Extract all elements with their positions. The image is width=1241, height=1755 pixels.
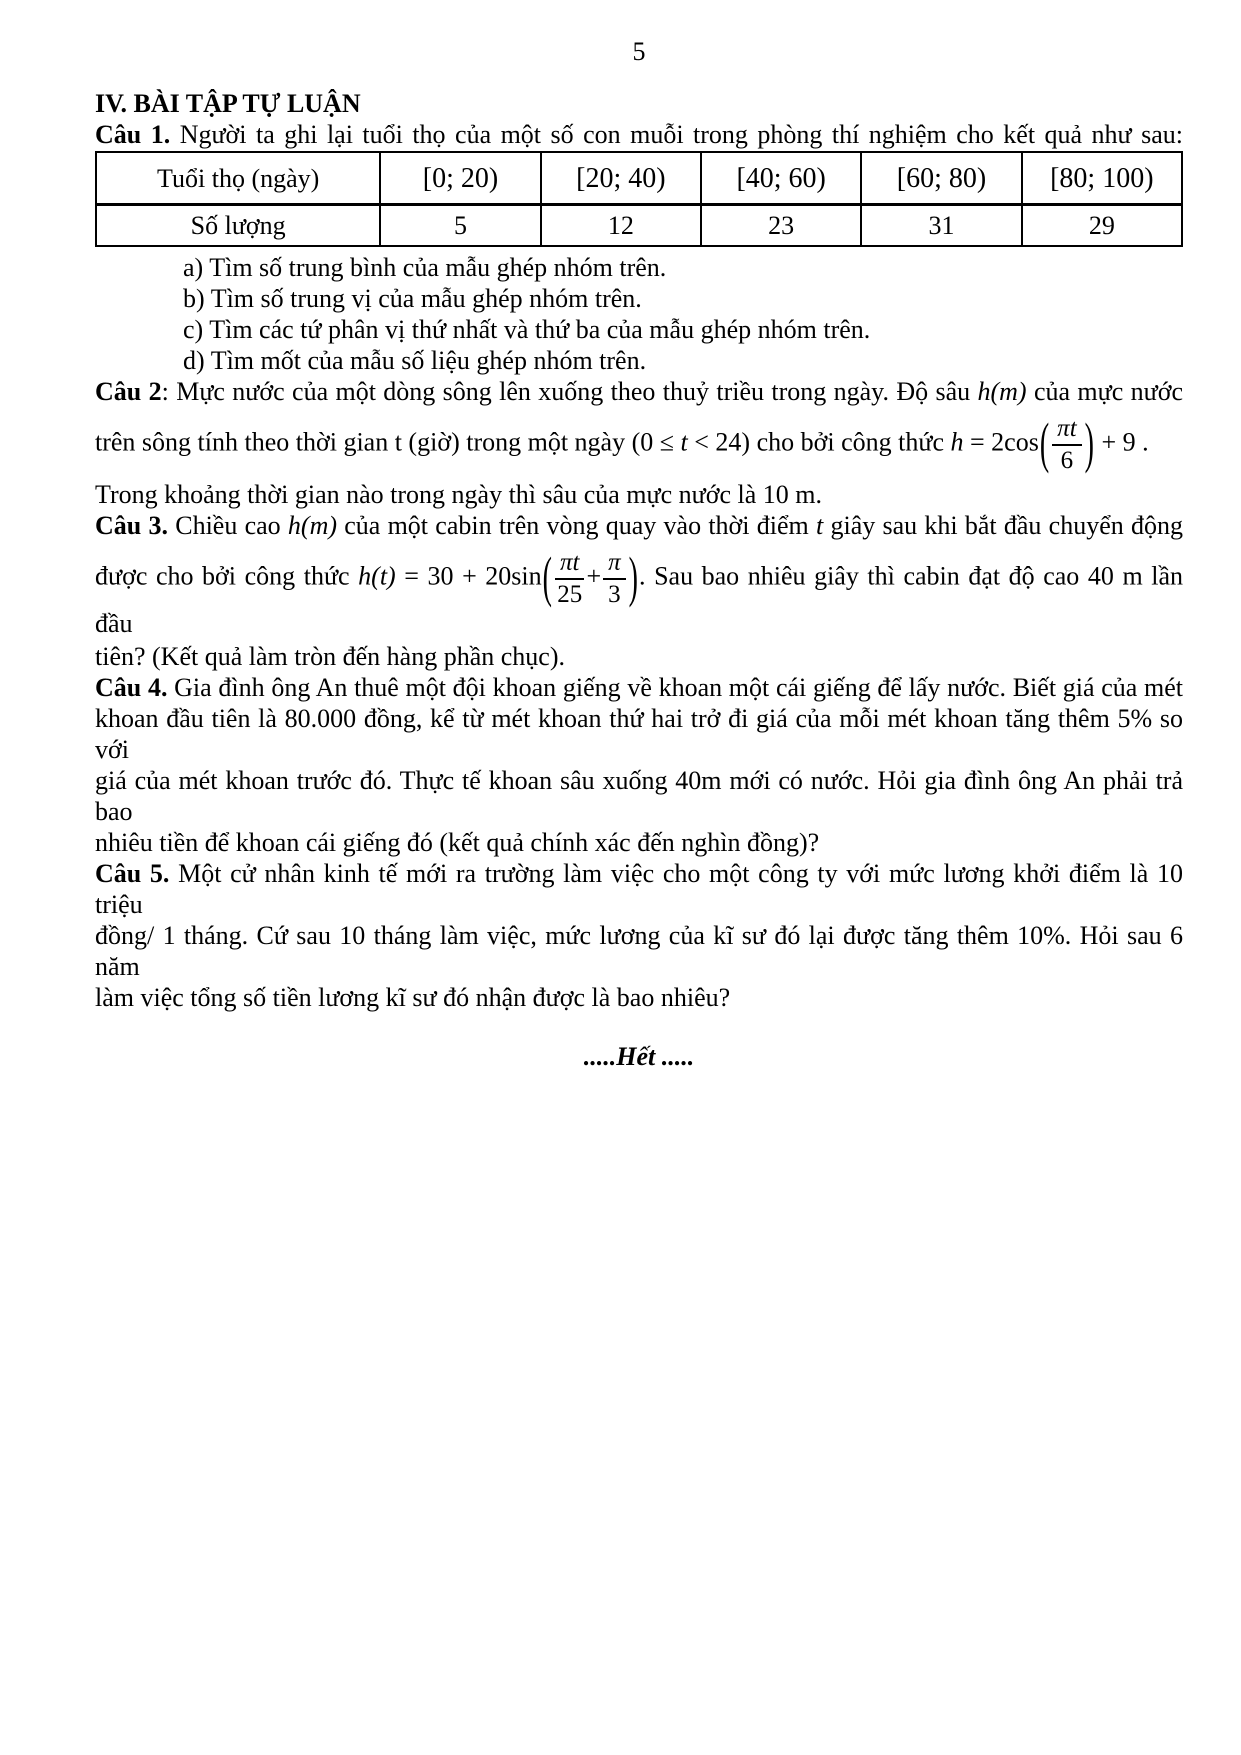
q2-label: Câu 2 xyxy=(95,377,162,406)
question-3 xyxy=(95,510,1183,672)
q4-line: giá của mét khoan trước đó. Thực tế khoan sâu xuống 40m mới có nước. Hỏi gia đình ông An phải trả bao xyxy=(95,766,1183,826)
math-var-hm: h(m) xyxy=(977,377,1027,406)
question-5 xyxy=(95,858,1183,1013)
section-title: IV. BÀI TẬP TỰ LUẬN xyxy=(95,89,361,118)
right-paren: ) xyxy=(628,547,638,610)
q1-part-c: c) Tìm các tứ phân vị thứ nhất và thứ ba của mẫu ghép nhóm trên. xyxy=(183,315,871,344)
fraction-denominator: 25 xyxy=(557,581,583,608)
q1-part-a: a) Tìm số trung bình của mẫu ghép nhóm trên. xyxy=(183,253,667,282)
page-number: 5 xyxy=(632,37,646,66)
q2-text: cho bởi công thức xyxy=(750,427,951,457)
q2-formula-eq: = 2cos xyxy=(963,427,1039,457)
question-1 xyxy=(95,119,1183,376)
fraction-denominator: 3 xyxy=(608,581,621,608)
count-cell: 29 xyxy=(1022,205,1182,247)
q2-text: của mực nước xyxy=(1026,377,1183,406)
q4-line: khoan đầu tiên là 80.000 đồng, kể từ mét khoan thứ hai trở đi giá của mỗi mét khoan tăng thêm 5% so với xyxy=(95,704,1183,764)
q4-line: nhiêu tiền để khoan cái giếng đó (kết quả chính xác đến nghìn đồng)? xyxy=(95,828,820,857)
count-cell: 31 xyxy=(861,205,1021,247)
fraction xyxy=(1052,415,1081,474)
fraction-numerator: πt xyxy=(555,549,584,580)
q3-formula-tail: . Sau bao nhiêu giây thì cabin đạt độ cao 40 m lần đầu xyxy=(95,561,1183,638)
q5-line: đồng/ 1 tháng. Cứ sau 10 tháng làm việc, mức lương của kĩ sư đó lại được tăng thêm 10%. Hỏi sau 6 năm xyxy=(95,921,1183,981)
fraction-denominator: 6 xyxy=(1060,447,1074,474)
q3-text: Chiều cao xyxy=(167,511,288,540)
question-2 xyxy=(95,376,1183,510)
q3-text: giây sau khi bắt đầu chuyển động xyxy=(823,511,1183,540)
q2-text: : Mực nước của một dòng sông lên xuống theo thuỷ triều trong ngày. Độ sâu xyxy=(161,377,978,406)
q3-formula-eq: = 30 + 20sin xyxy=(395,561,542,591)
q2-condition: < 24) xyxy=(687,427,751,457)
q5-text: Một cử nhân kinh tế mới ra trường làm việc cho một công ty với mức lương khởi điểm là 10 triệu xyxy=(95,859,1183,919)
q1-part-b: b) Tìm số trung vị của mẫu ghép nhóm trên. xyxy=(183,284,642,313)
fraction-numerator: π xyxy=(603,549,626,580)
right-paren: ) xyxy=(1084,413,1094,476)
q3-line-3: tiên? (Kết quả làm tròn đến hàng phần chục). xyxy=(95,642,565,671)
q2-formula-tail: + 9 . xyxy=(1094,427,1149,457)
math-var-h: h xyxy=(950,427,964,457)
count-cell: 5 xyxy=(380,205,540,247)
q5-line: làm việc tổng số tiền lương kĩ sư đó nhận được là bao nhiêu? xyxy=(95,983,731,1012)
math-var-ht: h(t) xyxy=(358,561,396,591)
lifespan-header-cell: Tuổi thọ (ngày) xyxy=(96,152,380,205)
q3-text: của một cabin trên vòng quay vào thời điểm xyxy=(337,511,816,540)
q3-formula-plus: + xyxy=(586,561,602,591)
q3-formula-line xyxy=(95,543,1183,639)
q2-formula-line xyxy=(95,409,1183,477)
end-marker: .....Hết ..... xyxy=(583,1042,695,1071)
q2-line-1 xyxy=(95,376,1183,407)
q3-line-1 xyxy=(95,510,1183,541)
q5-line xyxy=(95,858,1183,920)
q2-line-3: Trong khoảng thời gian nào trong ngày thì sâu của mực nước là 10 m. xyxy=(95,480,822,509)
q4-text: Gia đình ông An thuê một đội khoan giếng về khoan một cái giếng để lấy nước. Biết giá của mét xyxy=(167,673,1183,702)
interval-cell: [20; 40) xyxy=(541,152,701,205)
left-paren: ( xyxy=(1039,413,1050,476)
table-row-counts xyxy=(96,205,1182,247)
q2-text: trên sông tính theo thời gian t (giờ) trong một ngày xyxy=(95,427,632,457)
q1-label: Câu 1. xyxy=(95,120,171,149)
q1-parts xyxy=(95,252,1183,376)
count-label-cell: Số lượng xyxy=(96,205,380,247)
interval-cell: [40; 60) xyxy=(701,152,861,205)
math-var-t: t xyxy=(816,511,824,540)
count-cell: 23 xyxy=(701,205,861,247)
q1-part-d: d) Tìm mốt của mẫu số liệu ghép nhóm trên. xyxy=(183,346,647,375)
q5-label: Câu 5. xyxy=(95,859,170,888)
q3-label: Câu 3. xyxy=(95,511,168,540)
table-row-lifespan xyxy=(96,152,1182,205)
fraction xyxy=(603,549,626,608)
fraction xyxy=(555,549,584,608)
count-cell: 12 xyxy=(541,205,701,247)
interval-cell: [60; 80) xyxy=(861,152,1021,205)
fraction-numerator: πt xyxy=(1052,415,1081,446)
q3-text: được cho bởi công thức xyxy=(95,561,359,591)
math-var-hm: h(m) xyxy=(287,511,338,540)
interval-cell: [80; 100) xyxy=(1022,152,1182,205)
question-4 xyxy=(95,672,1183,858)
q1-intro: Người ta ghi lại tuổi thọ của một số con muỗi trong phòng thí nghiệm cho kết quả như sau: xyxy=(170,120,1183,149)
mosquito-lifespan-table xyxy=(95,151,1183,247)
interval-cell: [0; 20) xyxy=(380,152,540,205)
q4-label: Câu 4. xyxy=(95,673,168,702)
q4-line xyxy=(95,672,1183,703)
math-var-t: t xyxy=(680,427,688,457)
left-paren: ( xyxy=(542,547,552,610)
q2-condition: (0 ≤ xyxy=(631,427,681,457)
q1-intro-line xyxy=(95,119,1183,150)
